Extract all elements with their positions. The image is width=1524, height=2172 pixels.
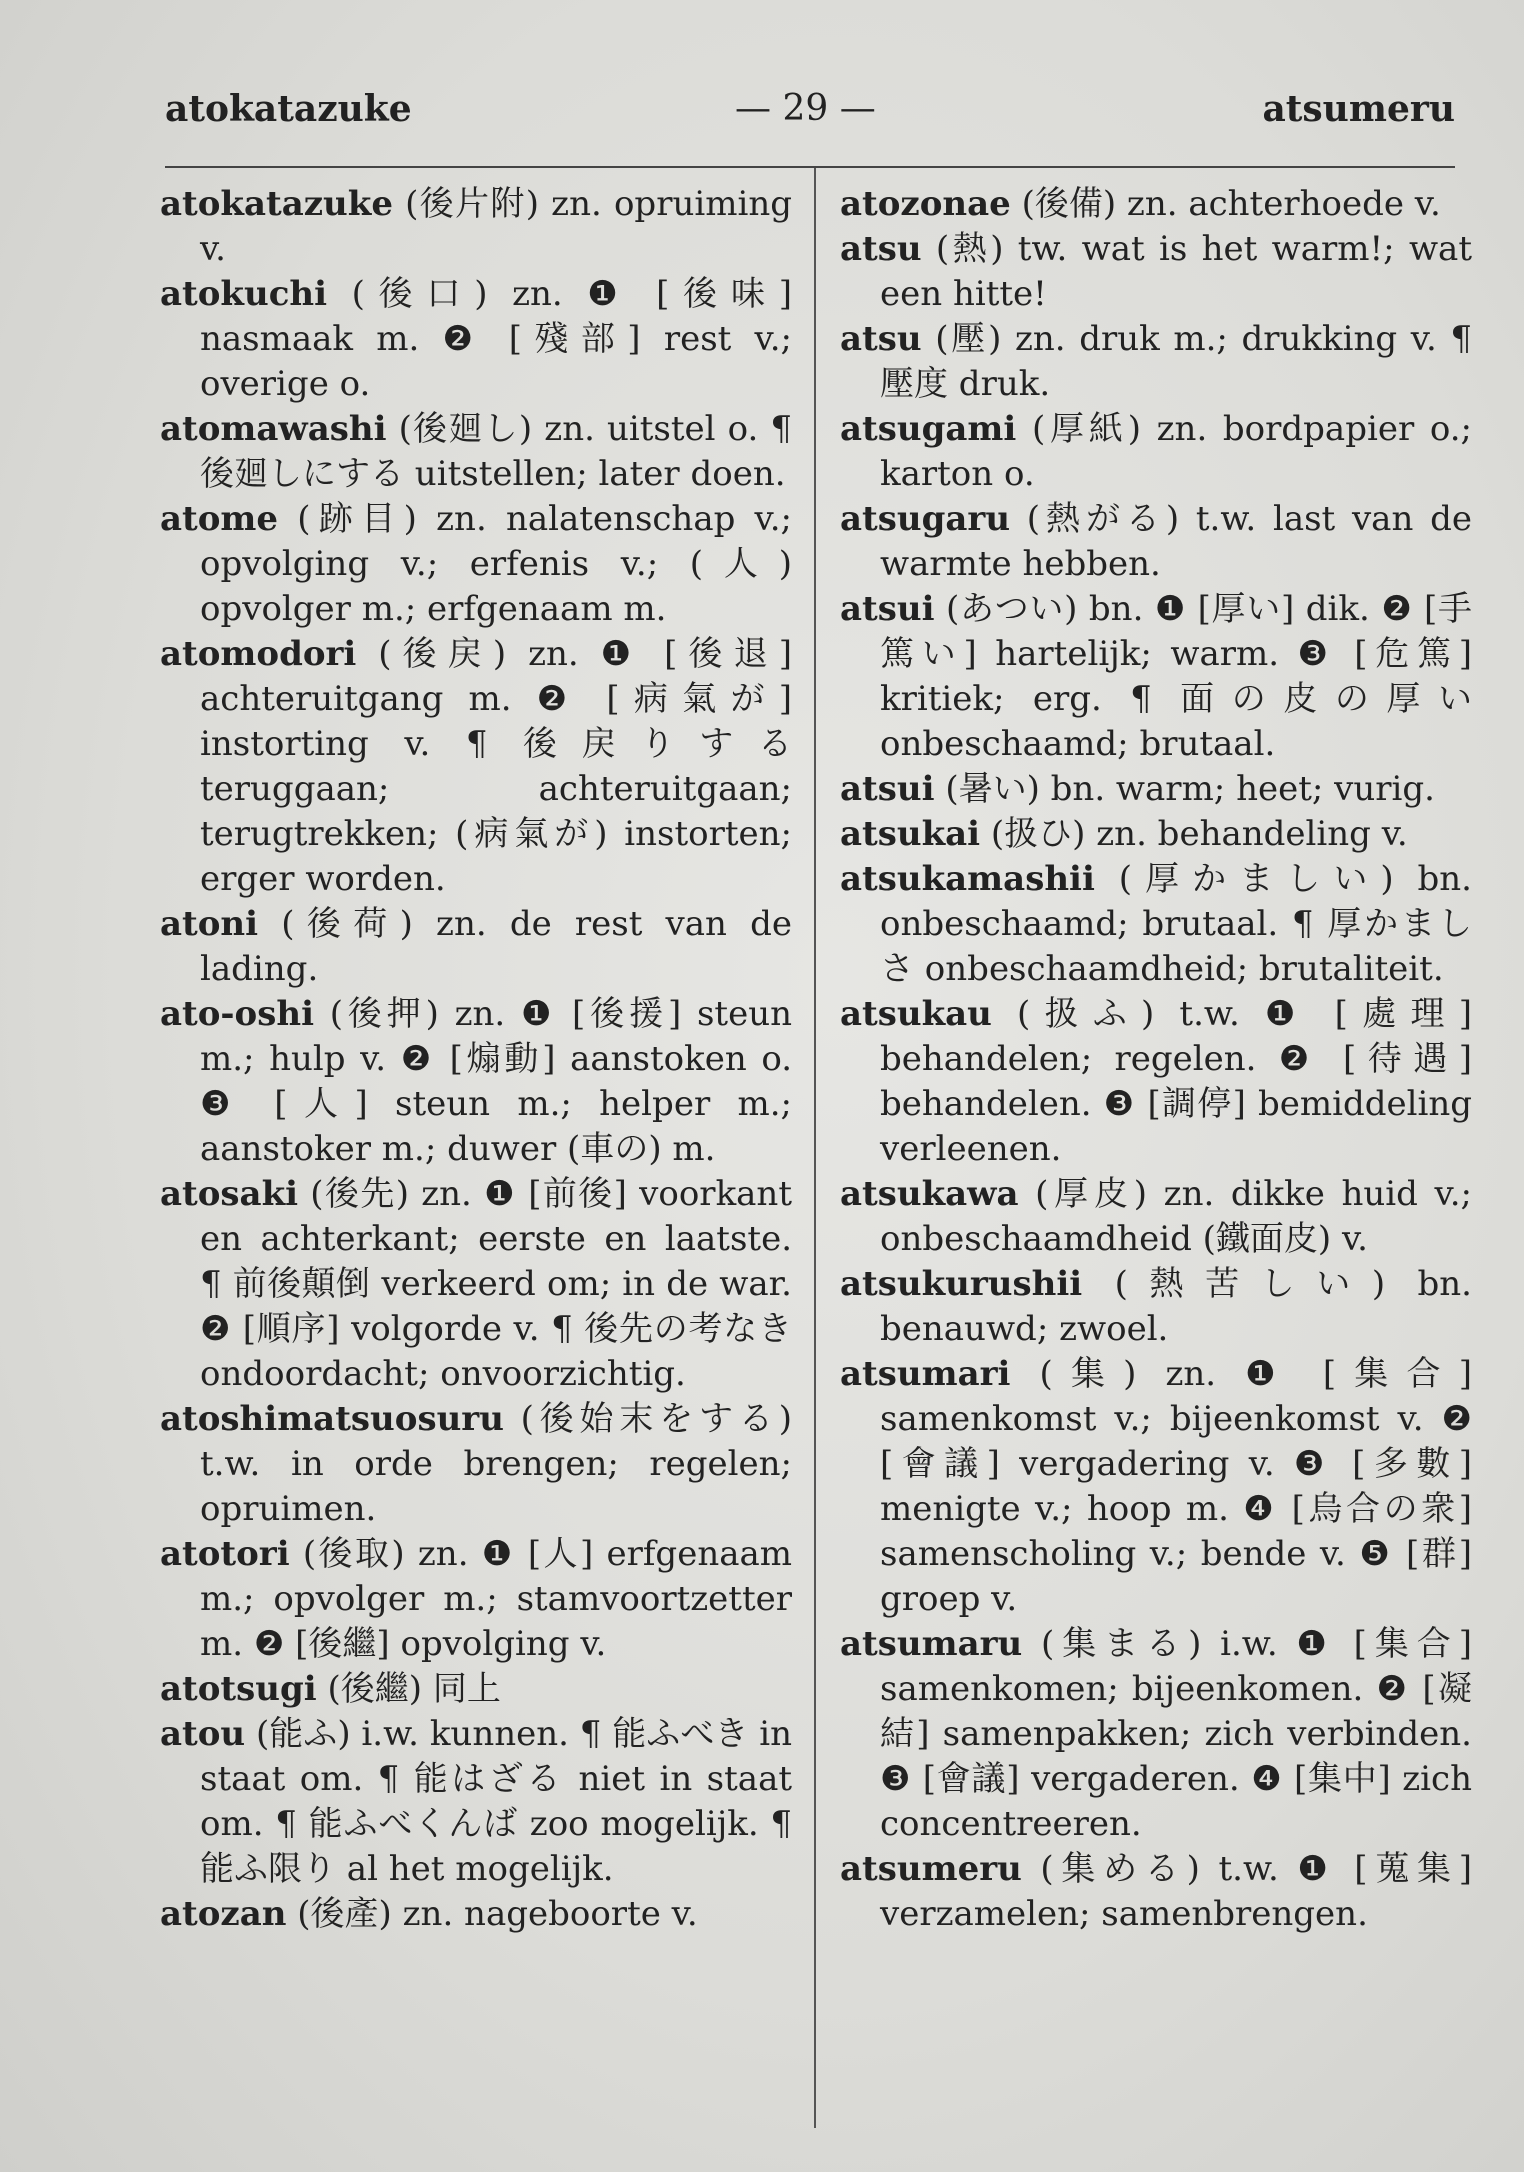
entry-atozan: atozan (後產) zn. nageboorte v. xyxy=(160,1894,698,1934)
headword: atsukawa xyxy=(840,1174,1019,1214)
headword: atsui xyxy=(840,589,935,629)
entry-atsukamashii: atsukamashii (厚かましい) bn. onbeschaamd; brutaal. ¶ 厚かましさ onbeschaamdheid; brutaliteit. xyxy=(840,859,1472,989)
headword: atoni xyxy=(160,904,259,944)
column-divider xyxy=(814,168,816,2128)
entry-atsukai: atsukai (扱ひ) zn. behandeling v. xyxy=(840,814,1408,854)
headword: atsukamashii xyxy=(840,859,1095,899)
entry-atsumaru: atsumaru (集まる) i.w. ❶ [集合] samenkomen; bijeenkomen. ❷ [凝結] samenpakken; zich verbinden. ❸ [會議] vergaderen. ❹ [集中] zich concentreeren. xyxy=(840,1624,1472,1844)
headword: atoshimatsuosuru xyxy=(160,1399,504,1439)
entry-atosaki: atosaki (後先) zn. ❶ [前後] voorkant en achterkant; eerste en laatste. ¶ 前後顛倒 verkeerd om; in de war. ❷ [順序] volgorde v. ¶ 後先の考なき ondoordacht; onvoorzichtig. xyxy=(160,1174,792,1394)
page-header xyxy=(165,88,1455,148)
entry-atotori: atotori (後取) zn. ❶ [人] erfgenaam m.; opvolger m.; stamvoortzetter m. ❷ [後繼] opvolging v. xyxy=(160,1534,792,1664)
headword: atsugami xyxy=(840,409,1017,449)
entry-atokuchi: atokuchi (後口) zn. ❶ [後味] nasmaak m. ❷ [殘部] rest v.; overige o. xyxy=(160,274,792,404)
entry-atotsugi: atotsugi (後繼) 同上 xyxy=(160,1669,501,1709)
entry-atomodori: atomodori (後戻) zn. ❶ [後退] achteruitgang m. ❷ [病氣が] instorting v. ¶ 後戻りする teruggaan; achteruitgaan; terugtrekken; (病氣が) instorten; erger worden. xyxy=(160,634,792,899)
entry-atsugami: atsugami (厚紙) zn. bordpapier o.; karton o. xyxy=(840,409,1472,494)
headword: atsui xyxy=(840,769,935,809)
entry-ato-oshi: ato-oshi (後押) zn. ❶ [後援] steun m.; hulp v. ❷ [煽動] aanstoken o. ❸ [人] steun m.; helper m.; aanstoker m.; duwer (車の) m. xyxy=(160,994,792,1169)
headword: atsumari xyxy=(840,1354,1011,1394)
headword: atozan xyxy=(160,1894,287,1934)
headword: ato-oshi xyxy=(160,994,314,1034)
headword: atokuchi xyxy=(160,274,328,314)
entry-atsui-hot: atsui (暑い) bn. warm; heet; vurig. xyxy=(840,769,1435,809)
headword: atokatazuke xyxy=(160,184,393,224)
entry-atozonae: atozonae (後備) zn. achterhoede v. xyxy=(840,184,1441,224)
headword: atomodori xyxy=(160,634,357,674)
entry-atsui-thick: atsui (あつい) bn. ❶ [厚い] dik. ❷ [手篤い] hartelijk; warm. ❸ [危篤] kritiek; erg. ¶ 面の皮の厚い onbeschaamd; brutaal. xyxy=(840,589,1472,764)
entry-atsukurushii: atsukurushii (熱苦しい) bn. benauwd; zwoel. xyxy=(840,1264,1472,1349)
page-number: — 29 — xyxy=(735,88,876,129)
headword: atome xyxy=(160,499,279,539)
entry-atsumari: atsumari (集) zn. ❶ [集合] samenkomst v.; bijeenkomst v. ❷ [會議] vergadering v. ❸ [多數] menigte v.; hoop m. ❹ [烏合の衆] samenscholing v.; bende v. ❺ [群] groep v. xyxy=(840,1354,1472,1619)
entry-atou: atou (能ふ) i.w. kunnen. ¶ 能ふべき in staat om. ¶ 能はざる niet in staat om. ¶ 能ふべくんば zoo mogelijk. ¶ 能ふ限り al het mogelijk. xyxy=(160,1714,792,1889)
entry-atoshimatsuosuru: atoshimatsuosuru (後始末をする) t.w. in orde brengen; regelen; opruimen. xyxy=(160,1399,792,1529)
entry-atsu-pressure: atsu (壓) zn. druk m.; drukking v. ¶ 壓度 druk. xyxy=(840,319,1472,404)
headword: atsumeru xyxy=(840,1849,1022,1889)
right-column xyxy=(840,182,1472,1937)
entry-atsugaru: atsugaru (熱がる) t.w. last van de warmte hebben. xyxy=(840,499,1472,584)
headword: atozonae xyxy=(840,184,1011,224)
left-column xyxy=(160,182,792,1937)
headword: atsukau xyxy=(840,994,992,1034)
entry-atsumeru: atsumeru (集める) t.w. ❶ [蒐集] verzamelen; samenbrengen. xyxy=(840,1849,1472,1934)
headword: atotori xyxy=(160,1534,290,1574)
headword: atsukurushii xyxy=(840,1264,1083,1304)
headword: atsumaru xyxy=(840,1624,1023,1664)
header-first-headword: atokatazuke xyxy=(165,88,412,130)
entry-atokatazuke: atokatazuke (後片附) zn. opruiming v. xyxy=(160,184,792,269)
header-rule xyxy=(165,166,1455,168)
entry-atomawashi: atomawashi (後廻し) zn. uitstel o. ¶ 後廻しにする uitstellen; later doen. xyxy=(160,409,792,494)
headword: atotsugi xyxy=(160,1669,317,1709)
headword: atomawashi xyxy=(160,409,387,449)
headword: atsugaru xyxy=(840,499,1011,539)
headword: atsukai xyxy=(840,814,981,854)
entry-atoni: atoni (後荷) zn. de rest van de lading. xyxy=(160,904,792,989)
entry-atome: atome (跡目) zn. nalatenschap v.; opvolging v.; erfenis v.; (人) opvolger m.; erfgenaam m. xyxy=(160,499,792,629)
entry-atsukawa: atsukawa (厚皮) zn. dikke huid v.; onbeschaamdheid (鐵面皮) v. xyxy=(840,1174,1472,1259)
header-last-headword: atsumeru xyxy=(1262,88,1455,130)
entry-atsu-heat: atsu (熱) tw. wat is het warm!; wat een hitte! xyxy=(840,229,1472,314)
headword: atsu xyxy=(840,319,922,359)
headword: atou xyxy=(160,1714,246,1754)
entry-atsukau: atsukau (扱ふ) t.w. ❶ [處理] behandelen; regelen. ❷ [待遇] behandelen. ❸ [調停] bemiddeling verleenen. xyxy=(840,994,1472,1169)
headword: atosaki xyxy=(160,1174,299,1214)
headword: atsu xyxy=(840,229,922,269)
